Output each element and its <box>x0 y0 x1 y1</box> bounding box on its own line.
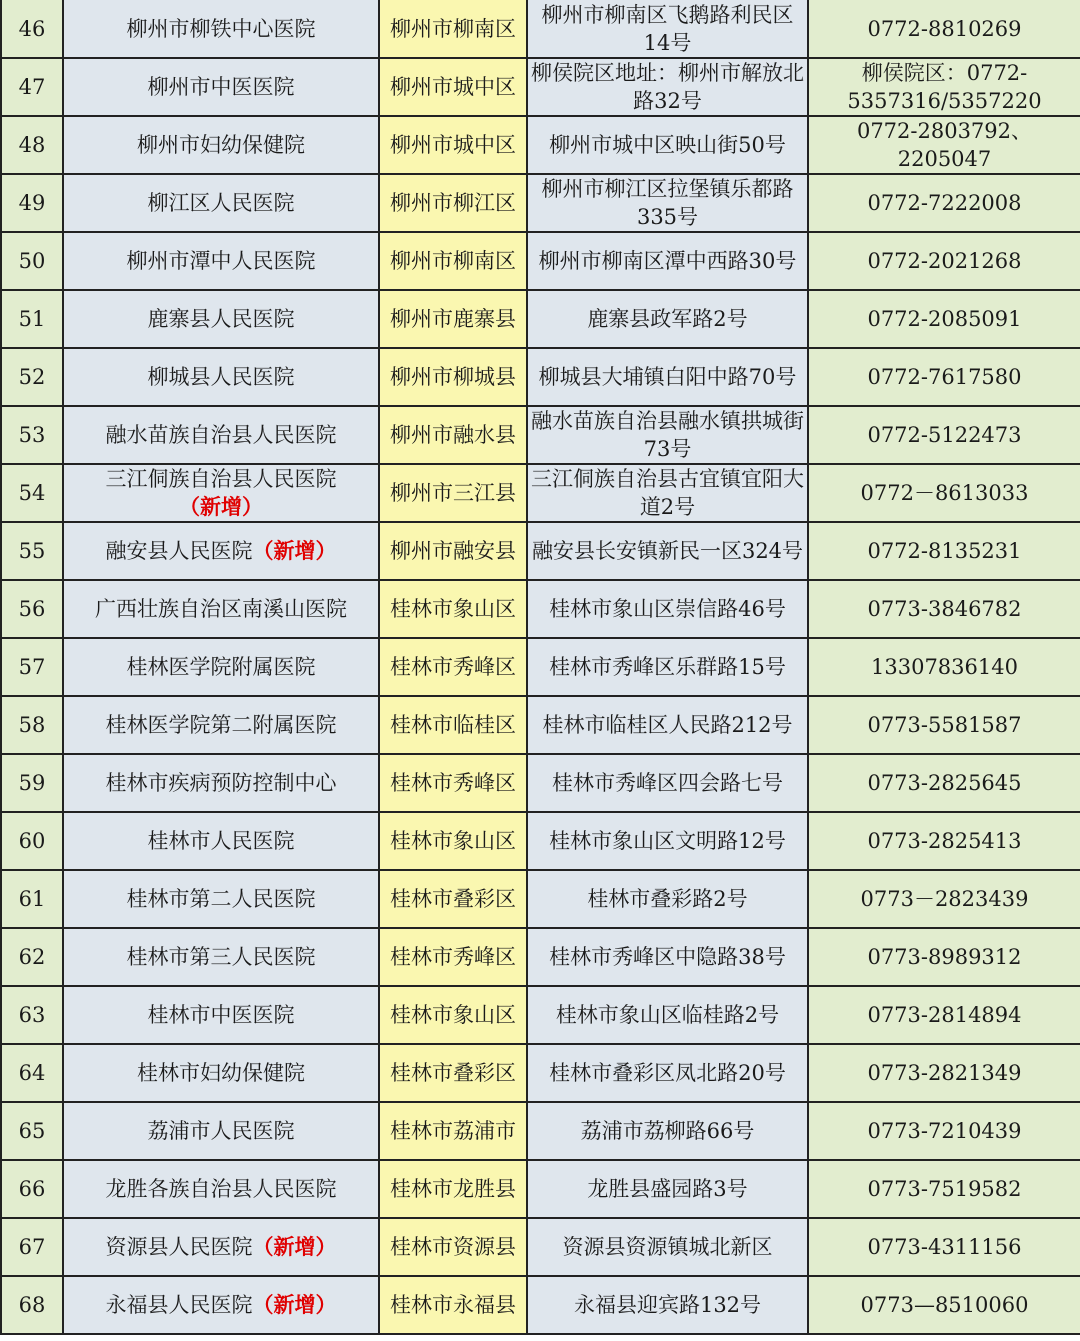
address: 荔浦市荔柳路66号 <box>580 1119 755 1143</box>
address-cell <box>527 116 808 174</box>
hospital-name: 桂林市中医医院 <box>147 1003 295 1027</box>
phone-number: 0772-2021268 <box>867 249 1022 273</box>
table-row <box>1 348 1080 406</box>
district: 桂林市象山区 <box>390 597 516 621</box>
row-number-cell <box>1 812 63 870</box>
hospital-name: 桂林市妇幼保健院 <box>137 1061 305 1085</box>
address-cell <box>527 1044 808 1102</box>
phone-number: 0773-3846782 <box>867 597 1022 621</box>
table-row <box>1 696 1080 754</box>
table-row <box>1 812 1080 870</box>
row-number: 58 <box>18 713 46 737</box>
table-row <box>1 1102 1080 1160</box>
address-cell <box>527 812 808 870</box>
phone-number: 0772-8810269 <box>867 16 1022 41</box>
district-cell <box>379 232 527 290</box>
row-number: 63 <box>18 1003 46 1027</box>
address: 柳州市柳南区飞鹅路利民区14号 <box>541 2 794 55</box>
phone-number-cell <box>808 696 1080 754</box>
address-cell <box>527 174 808 232</box>
phone-number-cell <box>808 754 1080 812</box>
row-number: 52 <box>18 365 46 389</box>
address: 柳州市柳江区拉堡镇乐都路335号 <box>541 177 794 229</box>
hospital-name-cell <box>63 1102 379 1160</box>
district-cell <box>379 986 527 1044</box>
hospital-name-cell <box>63 290 379 348</box>
hospital-name: 柳州市中医医院 <box>147 75 295 99</box>
hospital-name-cell <box>63 348 379 406</box>
hospital-name-cell <box>63 58 379 116</box>
district-cell <box>379 174 527 232</box>
row-number-cell <box>1 1218 63 1276</box>
district: 柳州市柳城县 <box>390 365 516 389</box>
phone-number: 0773-2821349 <box>867 1061 1022 1085</box>
hospital-name-cell <box>63 406 379 464</box>
phone-number-cell <box>808 986 1080 1044</box>
table-row <box>1 580 1080 638</box>
phone-number-cell <box>808 580 1080 638</box>
phone-number: 0772-2085091 <box>867 307 1022 331</box>
address: 桂林市象山区文明路12号 <box>549 829 786 853</box>
hospital-name: 桂林市第二人民医院 <box>126 887 316 911</box>
district: 桂林市秀峰区 <box>390 945 516 969</box>
row-number-cell <box>1 464 63 522</box>
address-cell <box>527 522 808 580</box>
row-number-cell <box>1 1276 63 1334</box>
district: 桂林市秀峰区 <box>390 771 516 795</box>
phone-number: 0773-2825413 <box>867 829 1022 853</box>
address-cell <box>527 58 808 116</box>
hospital-name-cell <box>63 174 379 232</box>
district-cell <box>379 464 527 522</box>
district: 桂林市龙胜县 <box>390 1177 516 1201</box>
table-row <box>1 232 1080 290</box>
row-number: 48 <box>18 133 46 157</box>
row-number: 55 <box>18 539 46 563</box>
address: 永福县迎宾路132号 <box>573 1293 762 1317</box>
address-cell <box>527 464 808 522</box>
hospital-name: 桂林医学院附属医院 <box>126 655 316 679</box>
hospital-name-cell <box>63 638 379 696</box>
row-number: 49 <box>18 191 46 215</box>
row-number: 53 <box>18 423 46 447</box>
phone-number: 0773—8510060 <box>860 1293 1029 1317</box>
table-row <box>1 116 1080 174</box>
address-cell <box>527 1160 808 1218</box>
table-row <box>1 638 1080 696</box>
district: 柳州市三江县 <box>390 481 516 505</box>
table-row <box>1 1160 1080 1218</box>
phone-number: 0773-2814894 <box>867 1003 1022 1027</box>
address: 桂林市秀峰区中隐路38号 <box>549 945 786 969</box>
district: 桂林市叠彩区 <box>390 887 516 911</box>
phone-number-cell <box>808 58 1080 116</box>
district-cell <box>379 928 527 986</box>
table-row <box>1 1044 1080 1102</box>
hospital-name-cell <box>63 580 379 638</box>
address-cell <box>527 870 808 928</box>
address: 资源县资源镇城北新区 <box>562 1235 773 1259</box>
hospital-name: 融水苗族自治县人民医院 <box>105 423 337 447</box>
phone-number-cell <box>808 0 1080 58</box>
phone-number-cell <box>808 348 1080 406</box>
district-cell <box>379 1160 527 1218</box>
phone-number: 0772-5122473 <box>867 423 1022 447</box>
phone-number-cell <box>808 232 1080 290</box>
address-cell <box>527 1276 808 1334</box>
district: 柳州市融安县 <box>390 539 516 563</box>
hospital-name: 柳州市柳铁中心医院 <box>126 16 316 41</box>
address: 柳侯院区地址：柳州市解放北路32号 <box>531 61 804 113</box>
phone-number-cell <box>808 174 1080 232</box>
address-cell <box>527 406 808 464</box>
district: 桂林市象山区 <box>390 829 516 853</box>
row-number-cell <box>1 522 63 580</box>
row-number-cell <box>1 174 63 232</box>
address-cell <box>527 0 808 58</box>
phone-number: 13307836140 <box>871 655 1018 679</box>
hospital-name-cell <box>63 116 379 174</box>
district-cell <box>379 812 527 870</box>
new-tag: （新增） <box>252 1292 337 1317</box>
district: 柳州市鹿寨县 <box>390 307 516 331</box>
address: 三江侗族自治县古宜镇宜阳大道2号 <box>531 467 804 519</box>
row-number-cell <box>1 290 63 348</box>
phone-number-cell <box>808 638 1080 696</box>
district-cell <box>379 116 527 174</box>
address-cell <box>527 580 808 638</box>
hospital-name-cell <box>63 464 379 522</box>
district: 桂林市荔浦市 <box>390 1119 516 1143</box>
address: 桂林市象山区临桂路2号 <box>555 1003 780 1027</box>
new-tag: （新增） <box>252 538 337 563</box>
phone-number-cell <box>808 1276 1080 1334</box>
table-row <box>1 406 1080 464</box>
district-cell <box>379 580 527 638</box>
phone-number: 0773-4311156 <box>867 1235 1022 1259</box>
table-row <box>1 58 1080 116</box>
address: 柳城县大埔镇白阳中路70号 <box>538 365 797 389</box>
table-row <box>1 870 1080 928</box>
district: 桂林市叠彩区 <box>390 1061 516 1085</box>
hospital-name: 鹿寨县人民医院 <box>147 307 295 331</box>
table-row <box>1 0 1080 58</box>
address: 桂林市秀峰区乐群路15号 <box>549 655 786 679</box>
row-number: 51 <box>18 307 46 331</box>
row-number: 66 <box>18 1177 46 1201</box>
district: 柳州市融水县 <box>390 423 516 447</box>
hospital-name-cell <box>63 232 379 290</box>
district-cell <box>379 1276 527 1334</box>
row-number-cell <box>1 58 63 116</box>
district-cell <box>379 348 527 406</box>
district-cell <box>379 638 527 696</box>
row-number-cell <box>1 406 63 464</box>
district-cell <box>379 870 527 928</box>
table-row <box>1 754 1080 812</box>
district: 柳州市柳南区 <box>390 249 516 273</box>
hospital-name-cell <box>63 1276 379 1334</box>
district: 桂林市永福县 <box>390 1293 516 1317</box>
district: 柳州市柳南区 <box>390 16 516 41</box>
hospital-name-cell <box>63 0 379 58</box>
address-cell <box>527 348 808 406</box>
row-number: 47 <box>18 75 46 99</box>
district: 柳州市柳江区 <box>390 191 516 215</box>
phone-number: 0772-2803792、2205047 <box>856 119 1033 171</box>
hospital-name: 柳江区人民医院 <box>147 191 295 215</box>
phone-number: 0773-2825645 <box>867 771 1022 795</box>
address: 桂林市叠彩区凤北路20号 <box>549 1061 786 1085</box>
hospital-name: 三江侗族自治县人民医院 <box>105 467 337 491</box>
address: 桂林市秀峰区四会路七号 <box>552 771 783 795</box>
address: 柳州市柳南区潭中西路30号 <box>538 249 797 273</box>
row-number: 50 <box>18 249 46 273</box>
address: 桂林市临桂区人民路212号 <box>542 713 793 737</box>
phone-number: 0772-7222008 <box>867 191 1022 215</box>
phone-number-cell <box>808 1160 1080 1218</box>
district: 桂林市秀峰区 <box>390 655 516 679</box>
row-number: 64 <box>18 1061 46 1085</box>
address-cell <box>527 232 808 290</box>
row-number: 46 <box>18 16 46 41</box>
table-row <box>1 174 1080 232</box>
hospital-name-cell <box>63 522 379 580</box>
phone-number: 0773-7210439 <box>867 1119 1022 1143</box>
hospital-name: 广西壮族自治区南溪山医院 <box>95 597 347 621</box>
district: 桂林市临桂区 <box>390 713 516 737</box>
address: 龙胜县盛园路3号 <box>587 1177 748 1201</box>
phone-number-cell <box>808 812 1080 870</box>
address-cell <box>527 1218 808 1276</box>
hospital-name-cell <box>63 1218 379 1276</box>
district-cell <box>379 754 527 812</box>
row-number-cell <box>1 1044 63 1102</box>
hospital-name-cell <box>63 754 379 812</box>
row-number: 57 <box>18 655 46 679</box>
row-number-cell <box>1 754 63 812</box>
row-number: 59 <box>18 771 46 795</box>
hospital-name-cell <box>63 986 379 1044</box>
phone-number-cell <box>808 1218 1080 1276</box>
table-row <box>1 290 1080 348</box>
hospital-name: 桂林市人民医院 <box>147 829 295 853</box>
hospital-name-cell <box>63 928 379 986</box>
table-row <box>1 1276 1080 1334</box>
address-cell <box>527 986 808 1044</box>
phone-number-cell <box>808 1102 1080 1160</box>
phone-number-cell <box>808 406 1080 464</box>
phone-number-cell <box>808 522 1080 580</box>
address: 融安县长安镇新民一区324号 <box>531 539 804 563</box>
hospital-table-body <box>1 0 1080 1334</box>
phone-number-cell <box>808 290 1080 348</box>
district: 柳州市城中区 <box>390 133 516 157</box>
hospital-name: 永福县人民医院 <box>105 1293 253 1317</box>
row-number-cell <box>1 580 63 638</box>
hospital-name: 荔浦市人民医院 <box>147 1119 295 1143</box>
row-number-cell <box>1 986 63 1044</box>
table-row <box>1 928 1080 986</box>
row-number-cell <box>1 232 63 290</box>
district: 桂林市资源县 <box>390 1235 516 1259</box>
row-number: 54 <box>18 481 46 505</box>
hospital-name: 桂林市第三人民医院 <box>126 945 316 969</box>
address-cell <box>527 638 808 696</box>
hospital-name: 柳城县人民医院 <box>147 365 295 389</box>
row-number-cell <box>1 870 63 928</box>
phone-number: 0772－8613033 <box>860 481 1029 505</box>
row-number-cell <box>1 0 63 58</box>
table-row <box>1 986 1080 1044</box>
address-cell <box>527 290 808 348</box>
district-cell <box>379 522 527 580</box>
row-number: 56 <box>18 597 46 621</box>
table-row <box>1 1218 1080 1276</box>
hospital-name-cell <box>63 1160 379 1218</box>
address-cell <box>527 696 808 754</box>
address: 鹿寨县政军路2号 <box>587 307 748 331</box>
address-cell <box>527 1102 808 1160</box>
phone-number: 0773-8989312 <box>867 945 1022 969</box>
row-number: 67 <box>18 1235 46 1259</box>
row-number-cell <box>1 116 63 174</box>
row-number: 65 <box>18 1119 46 1143</box>
hospital-name: 融安县人民医院 <box>105 539 253 563</box>
row-number: 68 <box>18 1293 46 1317</box>
district-cell <box>379 1218 527 1276</box>
row-number-cell <box>1 696 63 754</box>
district-cell <box>379 58 527 116</box>
address: 柳州市城中区映山街50号 <box>549 133 786 157</box>
hospital-name: 龙胜各族自治县人民医院 <box>105 1177 337 1201</box>
hospital-name-cell <box>63 870 379 928</box>
phone-number: 0773-7519582 <box>867 1177 1022 1201</box>
hospital-name: 柳州市潭中人民医院 <box>126 249 316 273</box>
district-cell <box>379 1044 527 1102</box>
phone-number-cell <box>808 1044 1080 1102</box>
phone-number-cell <box>808 870 1080 928</box>
district-cell <box>379 290 527 348</box>
address: 融水苗族自治县融水镇拱城街73号 <box>531 409 804 461</box>
hospital-name-cell <box>63 812 379 870</box>
district-cell <box>379 406 527 464</box>
hospital-name-cell <box>63 696 379 754</box>
district-cell <box>379 696 527 754</box>
phone-number: 0773-5581587 <box>867 713 1022 737</box>
row-number-cell <box>1 348 63 406</box>
new-tag: （新增） <box>252 1234 337 1259</box>
row-number-cell <box>1 1160 63 1218</box>
address-cell <box>527 928 808 986</box>
hospital-name: 桂林医学院第二附属医院 <box>105 713 337 737</box>
address: 桂林市象山区崇信路46号 <box>549 597 786 621</box>
new-tag: （新增） <box>179 494 263 519</box>
phone-number-cell <box>808 464 1080 522</box>
row-number-cell <box>1 1102 63 1160</box>
phone-number-cell <box>808 116 1080 174</box>
row-number: 60 <box>18 829 46 853</box>
address: 桂林市叠彩路2号 <box>587 887 748 911</box>
table-row <box>1 464 1080 522</box>
district: 柳州市城中区 <box>390 75 516 99</box>
row-number: 61 <box>18 887 46 911</box>
district-cell <box>379 1102 527 1160</box>
phone-number: 0772-8135231 <box>867 539 1022 563</box>
address-cell <box>527 754 808 812</box>
hospital-name: 柳州市妇幼保健院 <box>137 133 305 157</box>
row-number-cell <box>1 928 63 986</box>
table-row <box>1 522 1080 580</box>
phone-number: 柳侯院区：0772-5357316/5357220 <box>847 61 1042 113</box>
hospital-name-cell <box>63 1044 379 1102</box>
phone-number-cell <box>808 928 1080 986</box>
row-number: 62 <box>18 945 46 969</box>
hospital-name: 资源县人民医院 <box>105 1235 253 1259</box>
phone-number: 0772-7617580 <box>867 365 1022 389</box>
hospital-name: 桂林市疾病预防控制中心 <box>105 771 337 795</box>
row-number-cell <box>1 638 63 696</box>
district-cell <box>379 0 527 58</box>
district: 桂林市象山区 <box>390 1003 516 1027</box>
phone-number: 0773－2823439 <box>860 887 1029 911</box>
